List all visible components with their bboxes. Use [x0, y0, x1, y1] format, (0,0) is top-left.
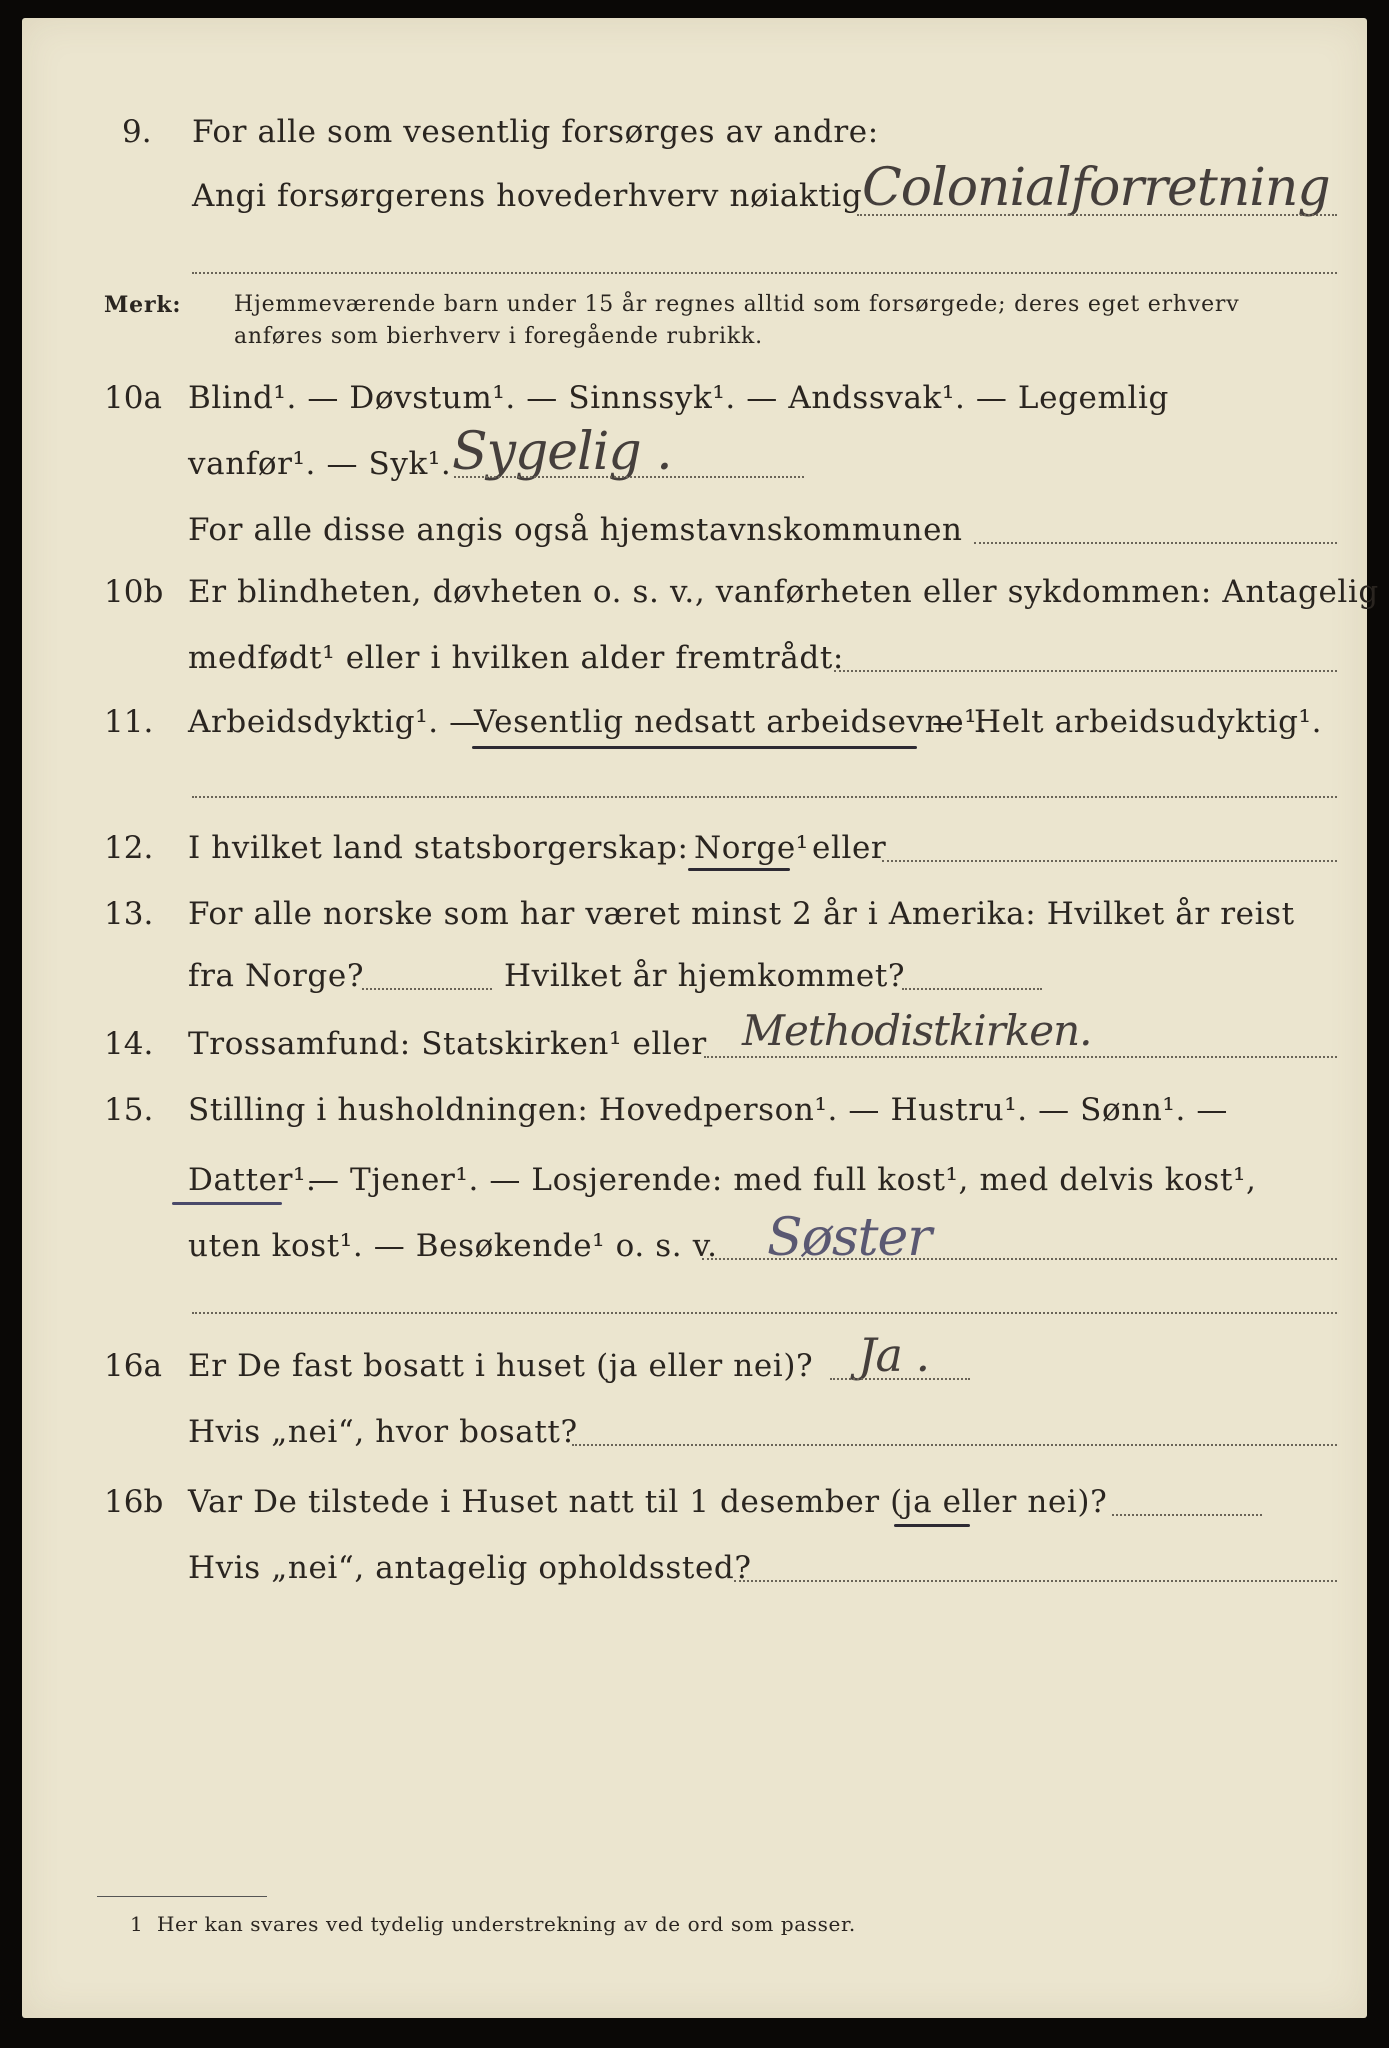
merk-line2: anføres som bierhverv i foregående rubrikk. [234, 324, 763, 349]
q9-number: 9. [122, 114, 152, 150]
q14-answer-line [704, 1056, 1337, 1058]
q12-underline-mark [688, 868, 790, 871]
q15-line3: uten kost¹. — Besøkende¹ o. s. v. [188, 1228, 718, 1264]
q13-reist-line [362, 988, 492, 990]
q16a-handwritten-answer: Ja . [858, 1328, 930, 1382]
q13-number: 13. [104, 896, 154, 932]
q16b-number: 16b [104, 1484, 164, 1520]
q11-part2-underlined: Vesentlig nedsatt arbeidsevne¹. [474, 704, 988, 740]
q10a-line2: vanfør¹. — Syk¹. [188, 446, 452, 482]
q15-number: 15. [104, 1092, 154, 1128]
q14-text: Trossamfund: Statskirken¹ eller [188, 1026, 707, 1062]
q10a-line3: For alle disse angis også hjemstavnskommunen [188, 512, 963, 548]
q16b-answer-line [1112, 1514, 1262, 1516]
q15-line1: Stilling i husholdningen: Hovedperson¹. — Hustru¹. — Sønn¹. — [188, 1092, 1228, 1128]
q10a-handwritten-answer: Sygelig . [452, 422, 672, 482]
q10b-number: 10b [104, 574, 164, 610]
q9-extra-line [192, 272, 1337, 274]
q15-line2a-underlined: Datter¹. [188, 1162, 317, 1198]
q9-line1: For alle som vesentlig forsørges av andre: [192, 114, 879, 150]
q11-part3: — Helt arbeidsudyktig¹. [932, 704, 1323, 740]
q16b-line2: Hvis „nei“, antagelig opholdssted? [188, 1550, 752, 1586]
q16a-line2: Hvis „nei“, hvor bosatt? [188, 1414, 578, 1450]
q11-extra-line [192, 796, 1337, 798]
q10a-answer-line [454, 476, 804, 478]
q13-hjemkommet-line [902, 988, 1042, 990]
q12-part1: I hvilket land statsborgerskap: [188, 830, 689, 866]
q15-line2b: — Tjener¹. — Losjerende: med full kost¹, med delvis kost¹, [308, 1162, 1257, 1198]
q9-handwritten-answer: Colonialforretning [862, 158, 1330, 218]
q12-answer-line [882, 860, 1337, 862]
q10a-line1: Blind¹. — Døvstum¹. — Sinnssyk¹. — Andssvak¹. — Legemlig [188, 380, 1169, 416]
q15-underline-mark [172, 1202, 282, 1205]
q13-line2b: Hvilket år hjemkommet? [504, 958, 906, 994]
q10b-line1: Er blindheten, døvheten o. s. v., vanførheten eller sykdommen: Antagelig [188, 574, 1379, 610]
q9-answer-line [857, 214, 1337, 216]
q12-number: 12. [104, 830, 154, 866]
q10a-hjemstavn-line [974, 542, 1337, 544]
q10b-answer-line [834, 670, 1337, 672]
q16b-underline-mark [894, 1524, 970, 1527]
q14-number: 14. [104, 1026, 154, 1062]
q16b-line1: Var De tilstede i Huset natt til 1 desember (ja eller nei)? [188, 1484, 1108, 1520]
q9-line2: Angi forsørgerens hovederhverv nøiaktig [192, 178, 863, 214]
census-form-page [22, 18, 1379, 2018]
q16a-bosatt-line [572, 1444, 1337, 1446]
q11-number: 11. [104, 704, 154, 740]
q14-handwritten-answer: Methodistkirken. [742, 1006, 1092, 1055]
merk-label: Merk: [104, 292, 182, 318]
merk-line1: Hjemmeværende barn under 15 år regnes alltid som forsørgede; deres eget erhverv [234, 292, 1240, 317]
q15-answer-line [702, 1258, 1337, 1260]
footnote-text: Her kan svares ved tydelig understrekning av de ord som passer. [157, 1912, 856, 1936]
q16b-opholdssted-line [734, 1580, 1337, 1582]
q16a-number: 16a [104, 1348, 162, 1384]
q15-handwritten-answer: Søster [767, 1208, 932, 1268]
q11-part1: Arbeidsdyktig¹. — [188, 704, 481, 740]
q12-part2-underlined: Norge¹ [694, 830, 809, 866]
footnote-rule [97, 1896, 267, 1897]
q15-extra-line [192, 1312, 1337, 1314]
q10a-number: 10a [104, 380, 162, 416]
q16a-answer-line [830, 1378, 970, 1380]
q12-part3: eller [812, 830, 887, 866]
q13-line2a: fra Norge? [188, 958, 365, 994]
q11-underline-mark [472, 746, 917, 749]
q13-line1: For alle norske som har været minst 2 år i Amerika: Hvilket år reist [188, 896, 1295, 932]
q10b-line2: medfødt¹ eller i hvilken alder fremtrådt: [188, 640, 844, 676]
footnote-mark: 1 [130, 1912, 144, 1936]
q16a-line1: Er De fast bosatt i huset (ja eller nei)? [188, 1348, 814, 1384]
